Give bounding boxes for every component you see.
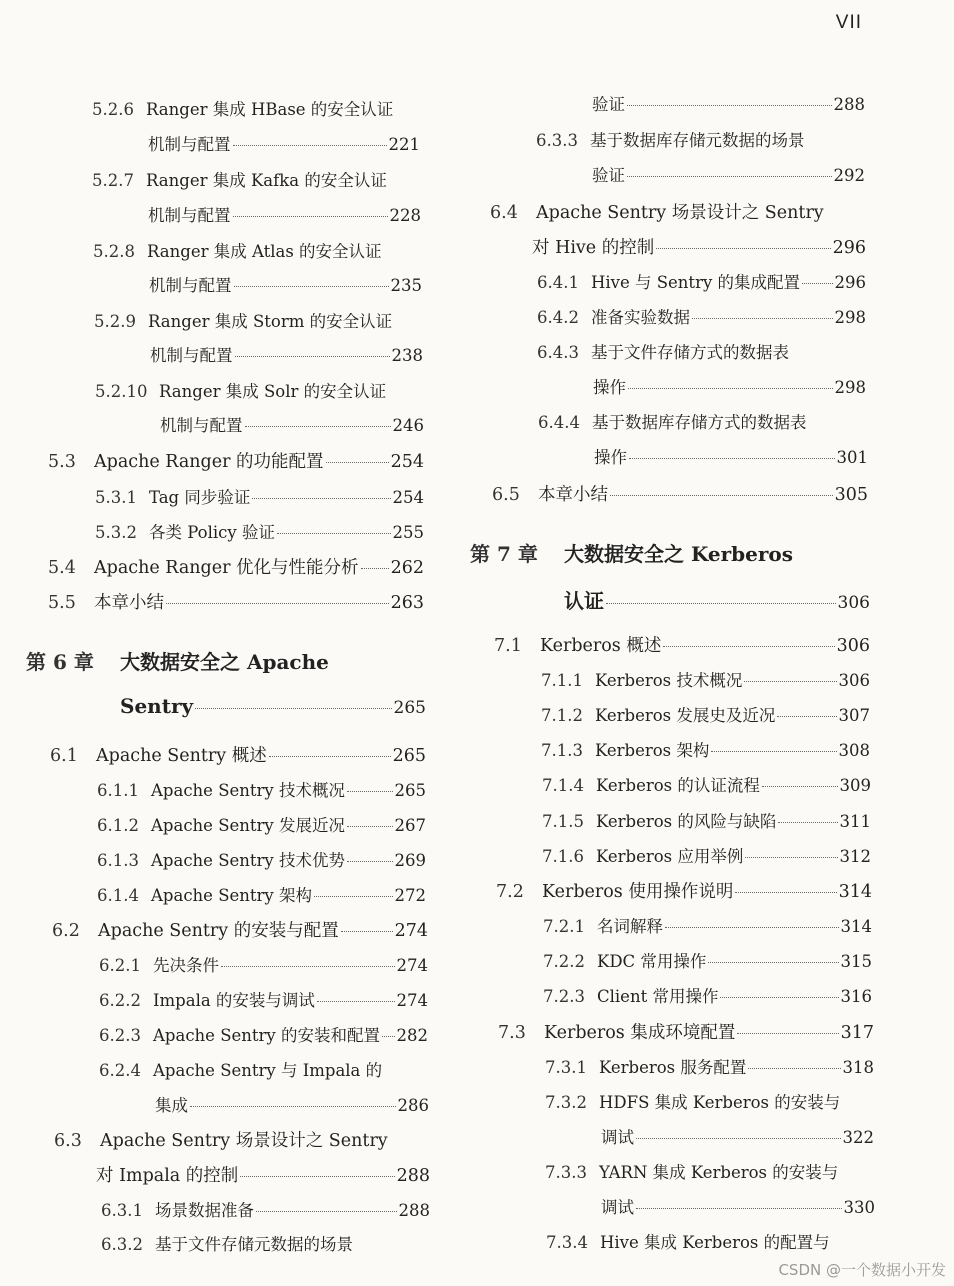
leader-dots xyxy=(277,533,391,534)
toc-chapter-7-cont[interactable] xyxy=(564,585,870,614)
toc-number: 7.1.3 xyxy=(541,741,583,760)
leader-dots xyxy=(737,1033,838,1034)
toc-entry-7-3-1[interactable] xyxy=(545,1054,874,1078)
toc-title: Hive 集成 Kerberos 的配置与 xyxy=(600,1233,830,1252)
toc-title: 基于文件存储元数据的场景 xyxy=(155,1235,353,1254)
toc-title: 名词解释 xyxy=(597,917,663,936)
toc-entry-6-4-3[interactable] xyxy=(537,339,789,363)
toc-entry-7-3[interactable] xyxy=(498,1019,874,1044)
page-number: VII xyxy=(835,12,862,33)
leader-dots xyxy=(347,791,393,792)
toc-title: 调试 xyxy=(601,1198,634,1217)
toc-number: 5.2.6 xyxy=(92,100,134,119)
toc-title: Client 常用操作 xyxy=(597,987,719,1006)
toc-entry-5-2-10[interactable] xyxy=(95,378,386,402)
toc-entry-7-3-3-cont[interactable] xyxy=(601,1194,875,1218)
toc-title: 各类 Policy 验证 xyxy=(149,523,275,542)
toc-entry-5-2-9[interactable] xyxy=(94,308,392,332)
toc-title: Ranger 集成 HBase 的安全认证 xyxy=(146,100,394,119)
toc-entry-5-3-2[interactable] xyxy=(95,519,424,543)
toc-page: 292 xyxy=(833,166,865,185)
toc-number: 6.4.2 xyxy=(537,308,579,327)
toc-entry-6-3-2[interactable] xyxy=(101,1231,353,1255)
leader-dots xyxy=(269,756,391,757)
toc-entry-6-2-4-cont[interactable] xyxy=(155,1092,429,1116)
leader-dots xyxy=(256,1211,397,1212)
toc-entry-5-2-7[interactable] xyxy=(92,167,387,191)
leader-dots xyxy=(233,216,388,217)
toc-entry-7-2-2[interactable] xyxy=(543,948,872,972)
toc-page: 263 xyxy=(390,593,424,613)
toc-title: 操作 xyxy=(593,378,626,397)
leader-dots xyxy=(240,1176,394,1177)
toc-number: 5.2.8 xyxy=(93,242,135,261)
toc-entry-7-3-2-cont[interactable] xyxy=(601,1124,874,1148)
toc-title: 场景数据准备 xyxy=(155,1201,254,1220)
toc-title: Kerberos 服务配置 xyxy=(599,1058,747,1077)
leader-dots xyxy=(777,716,836,717)
toc-title: 调试 xyxy=(601,1128,634,1147)
toc-title: Apache Sentry 的安装与配置 xyxy=(98,921,339,941)
toc-title: Ranger 集成 Solr 的安全认证 xyxy=(159,382,387,401)
toc-page: 298 xyxy=(834,378,866,397)
toc-page: 265 xyxy=(393,698,426,718)
toc-entry-6-2-3[interactable] xyxy=(99,1022,428,1046)
toc-page: 221 xyxy=(388,135,420,154)
toc-page: 262 xyxy=(390,558,424,578)
leader-dots xyxy=(656,248,830,249)
toc-number: 7.1.1 xyxy=(541,671,583,690)
leader-dots xyxy=(190,1106,396,1107)
toc-number: 5.2.7 xyxy=(92,171,134,190)
toc-page: 315 xyxy=(840,952,872,971)
toc-number: 6.2.3 xyxy=(99,1026,141,1045)
toc-entry-5-2-8[interactable] xyxy=(93,238,382,262)
toc-page: 288 xyxy=(396,1166,430,1186)
toc-title: Apache Sentry 场景设计之 Sentry xyxy=(100,1131,388,1151)
toc-entry-6-1-2[interactable] xyxy=(97,812,426,836)
toc-page: 274 xyxy=(396,991,428,1010)
leader-dots xyxy=(235,356,390,357)
toc-entry-6-4-3-cont[interactable] xyxy=(593,374,866,398)
toc-title: Kerberos 概述 xyxy=(540,636,662,656)
toc-page: 296 xyxy=(834,273,866,292)
toc-title: 对 Impala 的控制 xyxy=(96,1166,239,1186)
toc-number: 7.1.4 xyxy=(542,776,584,795)
toc-entry-5-5[interactable] xyxy=(48,589,424,614)
toc-title: Kerberos 架构 xyxy=(595,741,710,760)
toc-page: 274 xyxy=(396,956,428,975)
leader-dots xyxy=(347,826,393,827)
toc-title: 机制与配置 xyxy=(148,206,231,225)
leader-dots xyxy=(382,1036,395,1037)
toc-number: 7.1.5 xyxy=(542,812,584,831)
toc-entry-7-1-6[interactable] xyxy=(542,843,871,867)
toc-title: 基于数据库存储方式的数据表 xyxy=(592,413,807,432)
leader-dots xyxy=(762,786,838,787)
leader-dots xyxy=(166,603,389,604)
toc-number: 5.3 xyxy=(48,452,76,472)
toc-title: Ranger 集成 Atlas 的安全认证 xyxy=(147,242,382,261)
toc-title: 对 Hive 的控制 xyxy=(532,238,655,258)
toc-entry-5-2-6-cont[interactable] xyxy=(148,131,420,155)
leader-dots xyxy=(347,861,393,862)
toc-title: 本章小结 xyxy=(94,593,164,613)
toc-title: Apache Sentry 技术概况 xyxy=(151,781,345,800)
toc-page: 301 xyxy=(836,448,868,467)
toc-title: Impala 的安装与调试 xyxy=(153,991,315,1010)
toc-number: 6.2 xyxy=(52,921,80,941)
toc-title: Apache Sentry 架构 xyxy=(151,886,312,905)
toc-number: 6.4 xyxy=(490,203,518,223)
chapter-title: 认证 xyxy=(564,589,604,613)
leader-dots xyxy=(745,857,837,858)
toc-chapter-6-cont[interactable] xyxy=(120,694,426,718)
leader-dots xyxy=(610,495,833,496)
toc-number: 6.1.1 xyxy=(97,781,139,800)
toc-entry-6-4-cont[interactable] xyxy=(532,234,866,259)
toc-number: 6.5 xyxy=(492,485,520,505)
toc-page: 316 xyxy=(840,987,872,1006)
toc-number: 5.4 xyxy=(48,558,76,578)
toc-chapter-6[interactable] xyxy=(26,646,329,675)
toc-entry-7-1-4[interactable] xyxy=(542,772,871,796)
toc-entry-6-4-1[interactable] xyxy=(537,269,866,293)
toc-entry-6-4[interactable] xyxy=(490,199,824,224)
toc-entry-5-4[interactable] xyxy=(48,554,424,579)
toc-page: 307 xyxy=(838,706,870,725)
toc-page: 255 xyxy=(392,523,424,542)
toc-page: 305 xyxy=(834,485,868,505)
toc-page: 306 xyxy=(836,636,870,656)
toc-number: 6.1.4 xyxy=(97,886,139,905)
toc-number: 6.2.4 xyxy=(99,1061,141,1080)
toc-page: 314 xyxy=(840,917,872,936)
toc-number: 6.3.1 xyxy=(101,1201,143,1220)
toc-page: 309 xyxy=(839,776,871,795)
toc-page: 282 xyxy=(396,1026,428,1045)
toc-page: 306 xyxy=(838,671,870,690)
toc-number: 6.4.3 xyxy=(537,343,579,362)
toc-entry-7-3-4[interactable] xyxy=(546,1229,830,1253)
leader-dots xyxy=(628,388,833,389)
toc-entry-6-1[interactable] xyxy=(50,742,426,767)
toc-entry-6-3-cont[interactable] xyxy=(96,1162,430,1187)
toc-page: 298 xyxy=(834,308,866,327)
toc-title: Kerberos 的风险与缺陷 xyxy=(596,812,777,831)
toc-page: 274 xyxy=(394,921,428,941)
toc-entry-7-2-3[interactable] xyxy=(543,983,872,1007)
leader-dots xyxy=(361,568,389,569)
toc-entry-7-1-2[interactable] xyxy=(541,702,870,726)
toc-title: Hive 与 Sentry 的集成配置 xyxy=(591,273,801,292)
toc-title: Kerberos 技术概况 xyxy=(595,671,743,690)
toc-number: 7.2 xyxy=(496,882,524,902)
leader-dots xyxy=(636,1208,842,1209)
toc-entry-6-3-1[interactable] xyxy=(101,1197,430,1221)
toc-title: 本章小结 xyxy=(538,485,608,505)
leader-dots xyxy=(711,751,836,752)
toc-page: 254 xyxy=(390,452,424,472)
toc-page: 314 xyxy=(838,882,872,902)
toc-page: 228 xyxy=(389,206,421,225)
toc-page: 322 xyxy=(842,1128,874,1147)
toc-page: 317 xyxy=(840,1023,874,1043)
leader-dots xyxy=(233,145,387,146)
toc-title: 基于数据库存储元数据的场景 xyxy=(590,131,805,150)
toc-title: YARN 集成 Kerberos 的安装与 xyxy=(599,1163,839,1182)
leader-dots xyxy=(195,708,391,709)
toc-title: Ranger 集成 Storm 的安全认证 xyxy=(148,312,393,331)
toc-title: 机制与配置 xyxy=(149,276,232,295)
toc-title: Kerberos 的认证流程 xyxy=(596,776,760,795)
leader-dots xyxy=(744,681,836,682)
toc-entry-7-1-3[interactable] xyxy=(541,737,870,761)
toc-title: 基于文件存储方式的数据表 xyxy=(591,343,789,362)
toc-title: Apache Sentry 发展近况 xyxy=(151,816,345,835)
toc-number: 7.3.3 xyxy=(545,1163,587,1182)
toc-page: 254 xyxy=(392,488,424,507)
toc-page: 296 xyxy=(832,238,866,258)
leader-dots xyxy=(665,927,839,928)
leader-dots xyxy=(234,286,389,287)
chapter-number: 第 6 章 xyxy=(26,650,94,674)
toc-page: 269 xyxy=(394,851,426,870)
toc-number: 6.2.1 xyxy=(99,956,141,975)
toc-page: 265 xyxy=(392,746,426,766)
toc-page: 318 xyxy=(842,1058,874,1077)
csdn-watermark: CSDN @一个数据小开发 xyxy=(778,1261,946,1279)
toc-entry-6-1-3[interactable] xyxy=(97,847,426,871)
toc-title: Apache Sentry 概述 xyxy=(96,746,267,766)
toc-entry-6-5[interactable] xyxy=(492,481,868,506)
leader-dots xyxy=(629,458,835,459)
toc-page: 267 xyxy=(394,816,426,835)
leader-dots xyxy=(221,966,395,967)
leader-dots xyxy=(720,997,838,998)
toc-entry-6-1-1[interactable] xyxy=(97,777,426,801)
leader-dots xyxy=(317,1001,395,1002)
toc-title: 机制与配置 xyxy=(160,416,243,435)
toc-page: 306 xyxy=(837,593,870,613)
toc-page: 288 xyxy=(398,1201,430,1220)
toc-entry-6-3-3-cont[interactable] xyxy=(592,162,865,186)
toc-title: KDC 常用操作 xyxy=(597,952,707,971)
toc-title: Apache Sentry 与 Impala 的 xyxy=(153,1061,383,1080)
leader-dots xyxy=(692,318,833,319)
toc-chapter-7[interactable] xyxy=(470,538,793,567)
toc-number: 6.3.3 xyxy=(536,131,578,150)
toc-entry-6-2-4[interactable] xyxy=(99,1057,382,1081)
leader-dots xyxy=(245,426,391,427)
toc-title: Kerberos 发展史及近况 xyxy=(595,706,776,725)
toc-number: 5.5 xyxy=(48,593,76,613)
leader-dots xyxy=(326,462,389,463)
toc-page: 265 xyxy=(394,781,426,800)
toc-entry-5-3-1[interactable] xyxy=(95,484,424,508)
toc-entry-7-1-1[interactable] xyxy=(541,667,870,691)
toc-title: Apache Sentry 场景设计之 Sentry xyxy=(536,203,824,223)
toc-number: 7.2.1 xyxy=(543,917,585,936)
toc-entry-7-2-1[interactable] xyxy=(543,913,872,937)
toc-title: 集成 xyxy=(155,1096,188,1115)
toc-title: Apache Ranger 优化与性能分析 xyxy=(94,558,359,578)
toc-page: 235 xyxy=(390,276,422,295)
toc-entry-6-4-2[interactable] xyxy=(537,304,866,328)
toc-entry-7-1-5[interactable] xyxy=(542,808,871,832)
toc-page: 312 xyxy=(839,847,871,866)
toc-title: 准备实验数据 xyxy=(591,308,690,327)
leader-dots xyxy=(341,931,393,932)
toc-title: Apache Ranger 的功能配置 xyxy=(94,452,324,472)
toc-number: 5.2.9 xyxy=(94,312,136,331)
toc-entry-5-3[interactable] xyxy=(48,448,424,473)
toc-entry-7-2[interactable] xyxy=(496,878,872,903)
toc-number: 7.3.2 xyxy=(545,1093,587,1112)
toc-number: 5.3.2 xyxy=(95,523,137,542)
toc-number: 5.3.1 xyxy=(95,488,137,507)
chapter-number: 第 7 章 xyxy=(470,542,538,566)
toc-entry-6-3-3[interactable] xyxy=(536,127,805,151)
toc-entry-6-4-4-cont[interactable] xyxy=(594,444,868,468)
toc-entry-6-2-2[interactable] xyxy=(99,987,428,1011)
toc-title: Apache Sentry 技术优势 xyxy=(151,851,345,870)
toc-title: 先决条件 xyxy=(153,956,219,975)
toc-number: 6.4.1 xyxy=(537,273,579,292)
toc-number: 5.2.10 xyxy=(95,382,148,401)
toc-entry-7-3-3[interactable] xyxy=(545,1159,838,1183)
toc-title: Kerberos 使用操作说明 xyxy=(542,882,734,902)
leader-dots xyxy=(708,962,838,963)
toc-title: 验证 xyxy=(592,166,625,185)
toc-number: 6.1 xyxy=(50,746,78,766)
toc-page: 330 xyxy=(843,1198,875,1217)
toc-page: 238 xyxy=(391,346,423,365)
toc-title: 机制与配置 xyxy=(150,346,233,365)
leader-dots xyxy=(735,892,836,893)
toc-entry-6-2[interactable] xyxy=(52,917,428,942)
toc-number: 7.3 xyxy=(498,1023,526,1043)
toc-title: 验证 xyxy=(592,95,625,114)
toc-number: 7.1 xyxy=(494,636,522,656)
leader-dots xyxy=(606,603,836,604)
toc-title: HDFS 集成 Kerberos 的安装与 xyxy=(599,1093,841,1112)
toc-number: 6.2.2 xyxy=(99,991,141,1010)
toc-number: 7.1.6 xyxy=(542,847,584,866)
toc-entry-5-2-10-cont[interactable] xyxy=(160,412,424,436)
toc-page: 272 xyxy=(394,886,426,905)
toc-title: 操作 xyxy=(594,448,627,467)
toc-page: 288 xyxy=(833,95,865,114)
leader-dots xyxy=(778,822,837,823)
toc-number: 6.4.4 xyxy=(538,413,580,432)
toc-number: 7.3.1 xyxy=(545,1058,587,1077)
toc-title: 机制与配置 xyxy=(148,135,231,154)
toc-entry-6-3[interactable] xyxy=(54,1127,388,1152)
toc-entry-7-1[interactable] xyxy=(494,632,870,657)
toc-title: Tag 同步验证 xyxy=(149,488,251,507)
chapter-title: 大数据安全之 Apache xyxy=(120,650,329,674)
chapter-title: Sentry xyxy=(120,694,194,718)
toc-number: 7.2.2 xyxy=(543,952,585,971)
toc-entry-5-2-7-cont[interactable] xyxy=(148,202,421,226)
leader-dots xyxy=(314,896,393,897)
toc-number: 7.2.3 xyxy=(543,987,585,1006)
toc-number: 7.1.2 xyxy=(541,706,583,725)
toc-entry-6-4-4[interactable] xyxy=(538,409,807,433)
leader-dots xyxy=(748,1068,840,1069)
toc-page: 286 xyxy=(397,1096,429,1115)
toc-entry-6-1-4[interactable] xyxy=(97,882,426,906)
leader-dots xyxy=(802,283,832,284)
toc-number: 6.3 xyxy=(54,1131,82,1151)
toc-entry-5-2-9-cont[interactable] xyxy=(150,342,423,366)
toc-title: Ranger 集成 Kafka 的安全认证 xyxy=(146,171,387,190)
toc-number: 7.3.4 xyxy=(546,1233,588,1252)
toc-title: Kerberos 集成环境配置 xyxy=(544,1023,736,1043)
leader-dots xyxy=(663,646,834,647)
toc-title: Kerberos 应用举例 xyxy=(596,847,744,866)
leader-dots xyxy=(627,105,832,106)
leader-dots xyxy=(627,176,832,177)
toc-page: 308 xyxy=(838,741,870,760)
toc-entry-5-2-6[interactable] xyxy=(92,96,393,120)
toc-number: 6.3.2 xyxy=(101,1235,143,1254)
toc-number: 6.1.3 xyxy=(97,851,139,870)
toc-entry-6-2-1[interactable] xyxy=(99,952,428,976)
toc-number: 6.1.2 xyxy=(97,816,139,835)
toc-entry-6-3-2-cont[interactable] xyxy=(592,91,865,115)
toc-page: 311 xyxy=(839,812,871,831)
leader-dots xyxy=(252,498,390,499)
toc-page: 246 xyxy=(392,416,424,435)
toc-entry-5-2-8-cont[interactable] xyxy=(149,272,422,296)
leader-dots xyxy=(636,1138,841,1139)
toc-title: Apache Sentry 的安装和配置 xyxy=(153,1026,380,1045)
toc-entry-7-3-2[interactable] xyxy=(545,1089,840,1113)
chapter-title: 大数据安全之 Kerberos xyxy=(564,542,794,566)
